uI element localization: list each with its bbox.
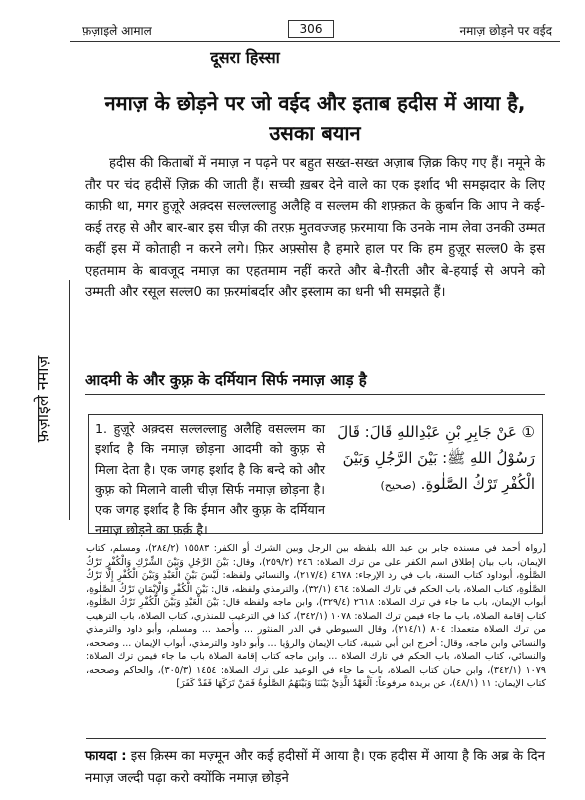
faida-label: फायदा : (85, 749, 127, 764)
intro-paragraph: हदीस की किताबों में नमाज़ न पढ़ने पर बहुत सख्त-सख्त अज़ाब ज़िक्र किए गए हैं। नमूने के तौर पर चंद हदीसें ज़िक्र की जाती हैं। सच्ची ख़बर देने वाले का एक इर्शाद भी समझदार के लिए काफ़ी था, मगर हुज़ूरे अक़्दस सल्लल्लाहु अलैहि व सल्लम की शफ़्क़त के क़ुर्बान कि आप ने कई-कई तरह से और बार-बार इस चीज़ की तरफ़ मुतवज्जह फ़रमाया कि उनके नाम लेवा उनकी उम्मत कहीं इस में कोताही न करने लगे। फ़िर अफ़्सोस है हमारे हाल पर कि हम हुज़ूर सल्ल0 के इस एहतमाम के बावजूद नमाज़ का एहतमाम नहीं करते और बे-ग़ैरती और बे-हयाई से अपने को उम्मती और रसूल सल्ल0 का फ़रमांबर्दार और इस्लाम का धनी भी समझते हैं। (85, 156, 545, 300)
section-heading: आदमी के और कुफ़्र के दर्मियान सिर्फ नमाज़ आड़ है (85, 370, 545, 395)
sidebar-label-text: फ़ज़ाइले नमाज़ (33, 355, 52, 443)
running-title-left: फ़ज़ाइले आमाल (82, 24, 152, 38)
hadith-grading: (صحيح) (380, 479, 416, 492)
divider (86, 738, 546, 739)
hadith-arabic-text: ① عَنْ جَابِرِ بْنِ عَبْدِاللهِ قَالَ: قَالَ رَسُوْلُ اللهِ ﷺ: بَيْنَ الرَّجُلِ وَبَيْنَ الْكُفْرِ تَرْكُ الصَّلٰوةِ. (337, 423, 535, 493)
hadith-arabic (335, 419, 535, 499)
running-title-right: नमाज़ छोड़ने पर वईद (459, 24, 552, 38)
faida-text: इस क़िस्म का मज़्मून और कई हदीसों में आया है। एक हदीस में आया है कि अब्र के दिन नमाज़ जल्दी पढ़ा करो क्योंकि नमाज़ छोड़ने (85, 749, 545, 786)
part-heading: दूसरा हिस्सा (210, 48, 280, 67)
hadith-translation: 1. हुज़ूरे अक़्दस सल्लल्लाहु अलैहि वसल्लम का इर्शाद है कि नमाज़ छोड़ना आदमी को कुफ़्र से मिला देता है। एक जगह इर्शाद है कि बन्दे को और कुफ़्र को मिलाने वाली चीज़ सिर्फ नमाज़ छोड़ना है। एक जगह इर्शाद है कि ईमान और कुफ़्र के दर्मियान नमाज़ छोड़ने का फ़र्क़ है। (95, 421, 325, 538)
hadith-box (88, 414, 543, 538)
sidebar-bracket (52, 280, 70, 520)
page-header (70, 20, 560, 42)
references-footnote: [رواہ أحمد في مسنده جابر بن عبد الله بلفظه بين الرجل وبين الشرك أو الكفر: ١٥٥٨٣ (٢٨٤/٢)، ومسلم، كتاب الإيمان، باب بيان إطلاق اسم الكفر على من ترك الصلاة: ٢٤٦ (٢٥٩/٢)، وقال: بَيْنَ الرَّجُلِ وَبَيْنَ الشِّرْكِ وَالْكُفْرِ تَرْكُ الصَّلٰوةِ، أبوداود كتاب السنة، باب في رد الإرجاء: ٤٦٧٨ (٢١٧/٤)، والنسائي ولفظه: لَيْسَ بَيْنَ الْعَبْدِ وَبَيْنَ الْكُفْرِ إِلَّا تَرْكُ الصَّلٰوةِ، كتاب الصلاة، باب الحكم في تارك الصلاة: ٤٦٤ (٣٢/١)، والترمذي ولفظه، قال: بَيْنَ الْكُفْرِ وَالْإِيْمَانِ تَرْكُ الصَّلٰوةِ، أبواب الإيمان، باب ما جاء في ترك الصلاة: ٢٦١٨ (٣٢٩/٤)، وابن ماجه ولفظه قال: بَيْنَ الْعَبْدِ وَبَيْنَ الْكُفْرِ تَرْكُ الصَّلٰوةِ، كتاب إقامة الصلاة، باب ما جاء فيمن ترك الصلاة: ١٠٧٨ (٣٤٢/١)، كذا في الترغيب للمنذري، كتاب الصلاة، باب الترهيب من ترك الصلاة متعمدا: ٨٠٤ (٢١٤/١)، وقال السيوطي في الدر المنثور ... وأحمد ... ومسلم، وأبو داود والترمذي والنسائي وابن ماجه، وقال: أخرج ابن أبي شيبة، كتاب الإيمان والرؤيا ... وأبو داود والترمذي، أبواب الإيمان ... وصححه، والنسائي، كتاب الصلاة، باب الحكم في تارك الصلاة ... وابن ماجه كتاب إقامة الصلاة باب ما جاء فيمن ترك الصلاة: ١٠٧٩ (٣٤٢/١)، وابن حبان كتاب الصلاة، باب ما جاء في الوعيد على ترك الصلاة: ١٤٥٤ (٣٠٥/٣)، والحاكم وصححه، كتاب الإيمان: ١١ (٤٨/١)، عن بريدة مرفوعاً: اَلْعَهْدُ الَّذِيْ بَيْنَنَا وَبَيْنَهُمُ الصَّلٰوةُ فَمَنْ تَرَكَهَا فَقَدْ كَفَرَ] (86, 543, 547, 689)
chapter-heading: नमाज़ के छोड़ने पर जो वईद और इताब हदीस में आया है, उसका बयान (104, 91, 526, 145)
page-number: 306 (288, 20, 334, 38)
faida-paragraph (85, 746, 545, 790)
sidebar-label (32, 278, 52, 518)
